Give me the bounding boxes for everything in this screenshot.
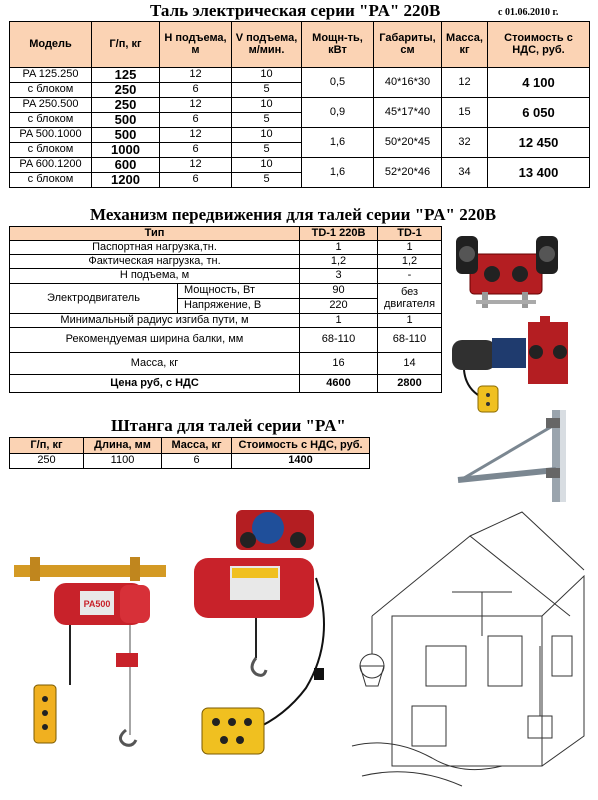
cell-height: 12: [160, 128, 232, 143]
no-motor-note: [378, 284, 442, 314]
table-row: [10, 68, 590, 83]
cell-model: PA 500.1000: [10, 128, 92, 143]
cell-dims: 45*17*40: [374, 98, 442, 128]
cell-model: PA 125.250: [10, 68, 92, 83]
cell-speed: 10: [232, 158, 302, 173]
col-td1: TD-1: [378, 227, 442, 241]
cell-load: 250: [92, 83, 160, 98]
cell-a: 68-110: [300, 328, 378, 353]
cell-height: 6: [160, 113, 232, 128]
col-td1-220: TD-1 220B: [300, 227, 378, 241]
table-row: [10, 284, 442, 299]
motor-voltage-label: Напряжение, В: [178, 299, 300, 314]
cell-price: 4 100: [488, 68, 590, 98]
cell-height: 6: [160, 83, 232, 98]
cell-price: 13 400: [488, 158, 590, 188]
trolley-section-title: Механизм передвижения для талей серии "PA" 220B: [90, 205, 497, 224]
cell-height: 12: [160, 98, 232, 113]
col-type: Тип: [10, 227, 300, 241]
cell-load: 1200: [92, 173, 160, 188]
cell-dims: 52*20*46: [374, 158, 442, 188]
cell-b: 14: [378, 353, 442, 375]
trolley-table-header: [10, 227, 442, 241]
table-row: [10, 158, 590, 173]
row-label: Фактическая нагрузка, тн.: [10, 255, 300, 269]
row-label: Паспортная нагрузка,тн.: [10, 241, 300, 255]
cell-speed: 10: [232, 98, 302, 113]
cell-mass: 32: [442, 128, 488, 158]
motor-voltage-value: 220: [300, 299, 378, 314]
cell-mass: 12: [442, 68, 488, 98]
cell-model: PA 250.500: [10, 98, 92, 113]
cell-b: 1: [378, 241, 442, 255]
table-row: [10, 128, 590, 143]
price-date: с 01.06.2010 г.: [498, 7, 559, 18]
col-load: Г/п, кг: [92, 22, 160, 68]
table-row: [10, 328, 442, 353]
price-b: 2800: [378, 375, 442, 393]
cell-load: 500: [92, 128, 160, 143]
price-a: 4600: [300, 375, 378, 393]
trolley-spec-table: [9, 226, 442, 393]
cell-load: 600: [92, 158, 160, 173]
cell-power: 1,6: [302, 128, 374, 158]
table-row: [10, 98, 590, 113]
cell-model: PA 600.1200: [10, 158, 92, 173]
table-row: [10, 314, 442, 328]
cell-b: 1,2: [378, 255, 442, 269]
hoist-pa500-photo: [10, 535, 170, 750]
row-label: Н подъема, м: [10, 269, 300, 284]
cell-model: с блоком: [10, 113, 92, 128]
col-model: Модель: [10, 22, 92, 68]
table-row: [10, 255, 442, 269]
table-row: [10, 375, 442, 393]
col-load: Г/п, кг: [10, 438, 84, 454]
cell-power: 1,6: [302, 158, 374, 188]
hoist-price-table: [9, 21, 590, 188]
cell-speed: 5: [232, 113, 302, 128]
cell-price: 1400: [232, 454, 370, 469]
cell-b: -: [378, 269, 442, 284]
table-row: [10, 269, 442, 284]
hoist-model-label: PA500: [83, 599, 111, 609]
usage-illustration: [352, 496, 588, 794]
motor-power-value: 90: [300, 284, 378, 299]
col-mass: Масса, кг: [162, 438, 232, 454]
cell-height: 6: [160, 173, 232, 188]
cell-load: 250: [92, 98, 160, 113]
price-label: Цена руб, с НДС: [10, 375, 300, 393]
cell-a: 1: [300, 314, 378, 328]
cell-load: 250: [10, 454, 84, 469]
cell-length: 1100: [84, 454, 162, 469]
motor-label: Электродвигатель: [10, 284, 178, 314]
hoist-table-header: [10, 22, 590, 68]
cell-speed: 5: [232, 83, 302, 98]
cell-power: 0,9: [302, 98, 374, 128]
cell-dims: 50*20*45: [374, 128, 442, 158]
cell-mass: 6: [162, 454, 232, 469]
table-row: [10, 454, 370, 469]
cell-load: 1000: [92, 143, 160, 158]
cell-mass: 15: [442, 98, 488, 128]
cell-price: 12 450: [488, 128, 590, 158]
cell-b: 1: [378, 314, 442, 328]
cell-load: 500: [92, 113, 160, 128]
row-label: Рекомендуемая ширина балки, мм: [10, 328, 300, 353]
no-motor-line1: без: [400, 285, 419, 298]
cell-price: 6 050: [488, 98, 590, 128]
col-dims: Габариты, см: [374, 22, 442, 68]
col-length: Длина, мм: [84, 438, 162, 454]
cell-model: с блоком: [10, 173, 92, 188]
cell-speed: 5: [232, 173, 302, 188]
cell-a: 1,2: [300, 255, 378, 269]
col-mass: Масса, кг: [442, 22, 488, 68]
cell-b: 68-110: [378, 328, 442, 353]
cell-load: 125: [92, 68, 160, 83]
cell-speed: 10: [232, 68, 302, 83]
boom-table: [9, 437, 370, 469]
no-motor-line2: двигателя: [383, 297, 436, 310]
cell-dims: 40*16*30: [374, 68, 442, 98]
trolley-photo: [452, 214, 564, 310]
cell-power: 0,5: [302, 68, 374, 98]
hoist-trolley-photo: [186, 508, 346, 770]
boom-table-header: [10, 438, 370, 454]
cell-speed: 10: [232, 128, 302, 143]
col-price: Стоимость с НДС, руб.: [488, 22, 590, 68]
col-price: Стоимость с НДС, руб.: [232, 438, 370, 454]
cell-height: 12: [160, 68, 232, 83]
motor-power-label: Мощность, Вт: [178, 284, 300, 299]
col-power: Мощн-ть, кВт: [302, 22, 374, 68]
table-row: [10, 353, 442, 375]
cell-height: 12: [160, 158, 232, 173]
row-label: Минимальный радиус изгиба пути, м: [10, 314, 300, 328]
cell-a: 16: [300, 353, 378, 375]
cell-height: 6: [160, 143, 232, 158]
boom-section-title: Штанга для талей серии "PA": [111, 416, 346, 435]
cell-model: с блоком: [10, 83, 92, 98]
page-title: Таль электрическая серии "PA" 220B: [150, 1, 441, 20]
cell-mass: 34: [442, 158, 488, 188]
hoist-with-trolley-photo: [444, 312, 576, 412]
cell-a: 1: [300, 241, 378, 255]
cell-model: с блоком: [10, 143, 92, 158]
col-speed: V подъема, м/мин.: [232, 22, 302, 68]
boom-bracket-photo: [456, 410, 576, 502]
table-row: [10, 241, 442, 255]
col-height: Н подъема, м: [160, 22, 232, 68]
cell-a: 3: [300, 269, 378, 284]
cell-speed: 5: [232, 143, 302, 158]
row-label: Масса, кг: [10, 353, 300, 375]
